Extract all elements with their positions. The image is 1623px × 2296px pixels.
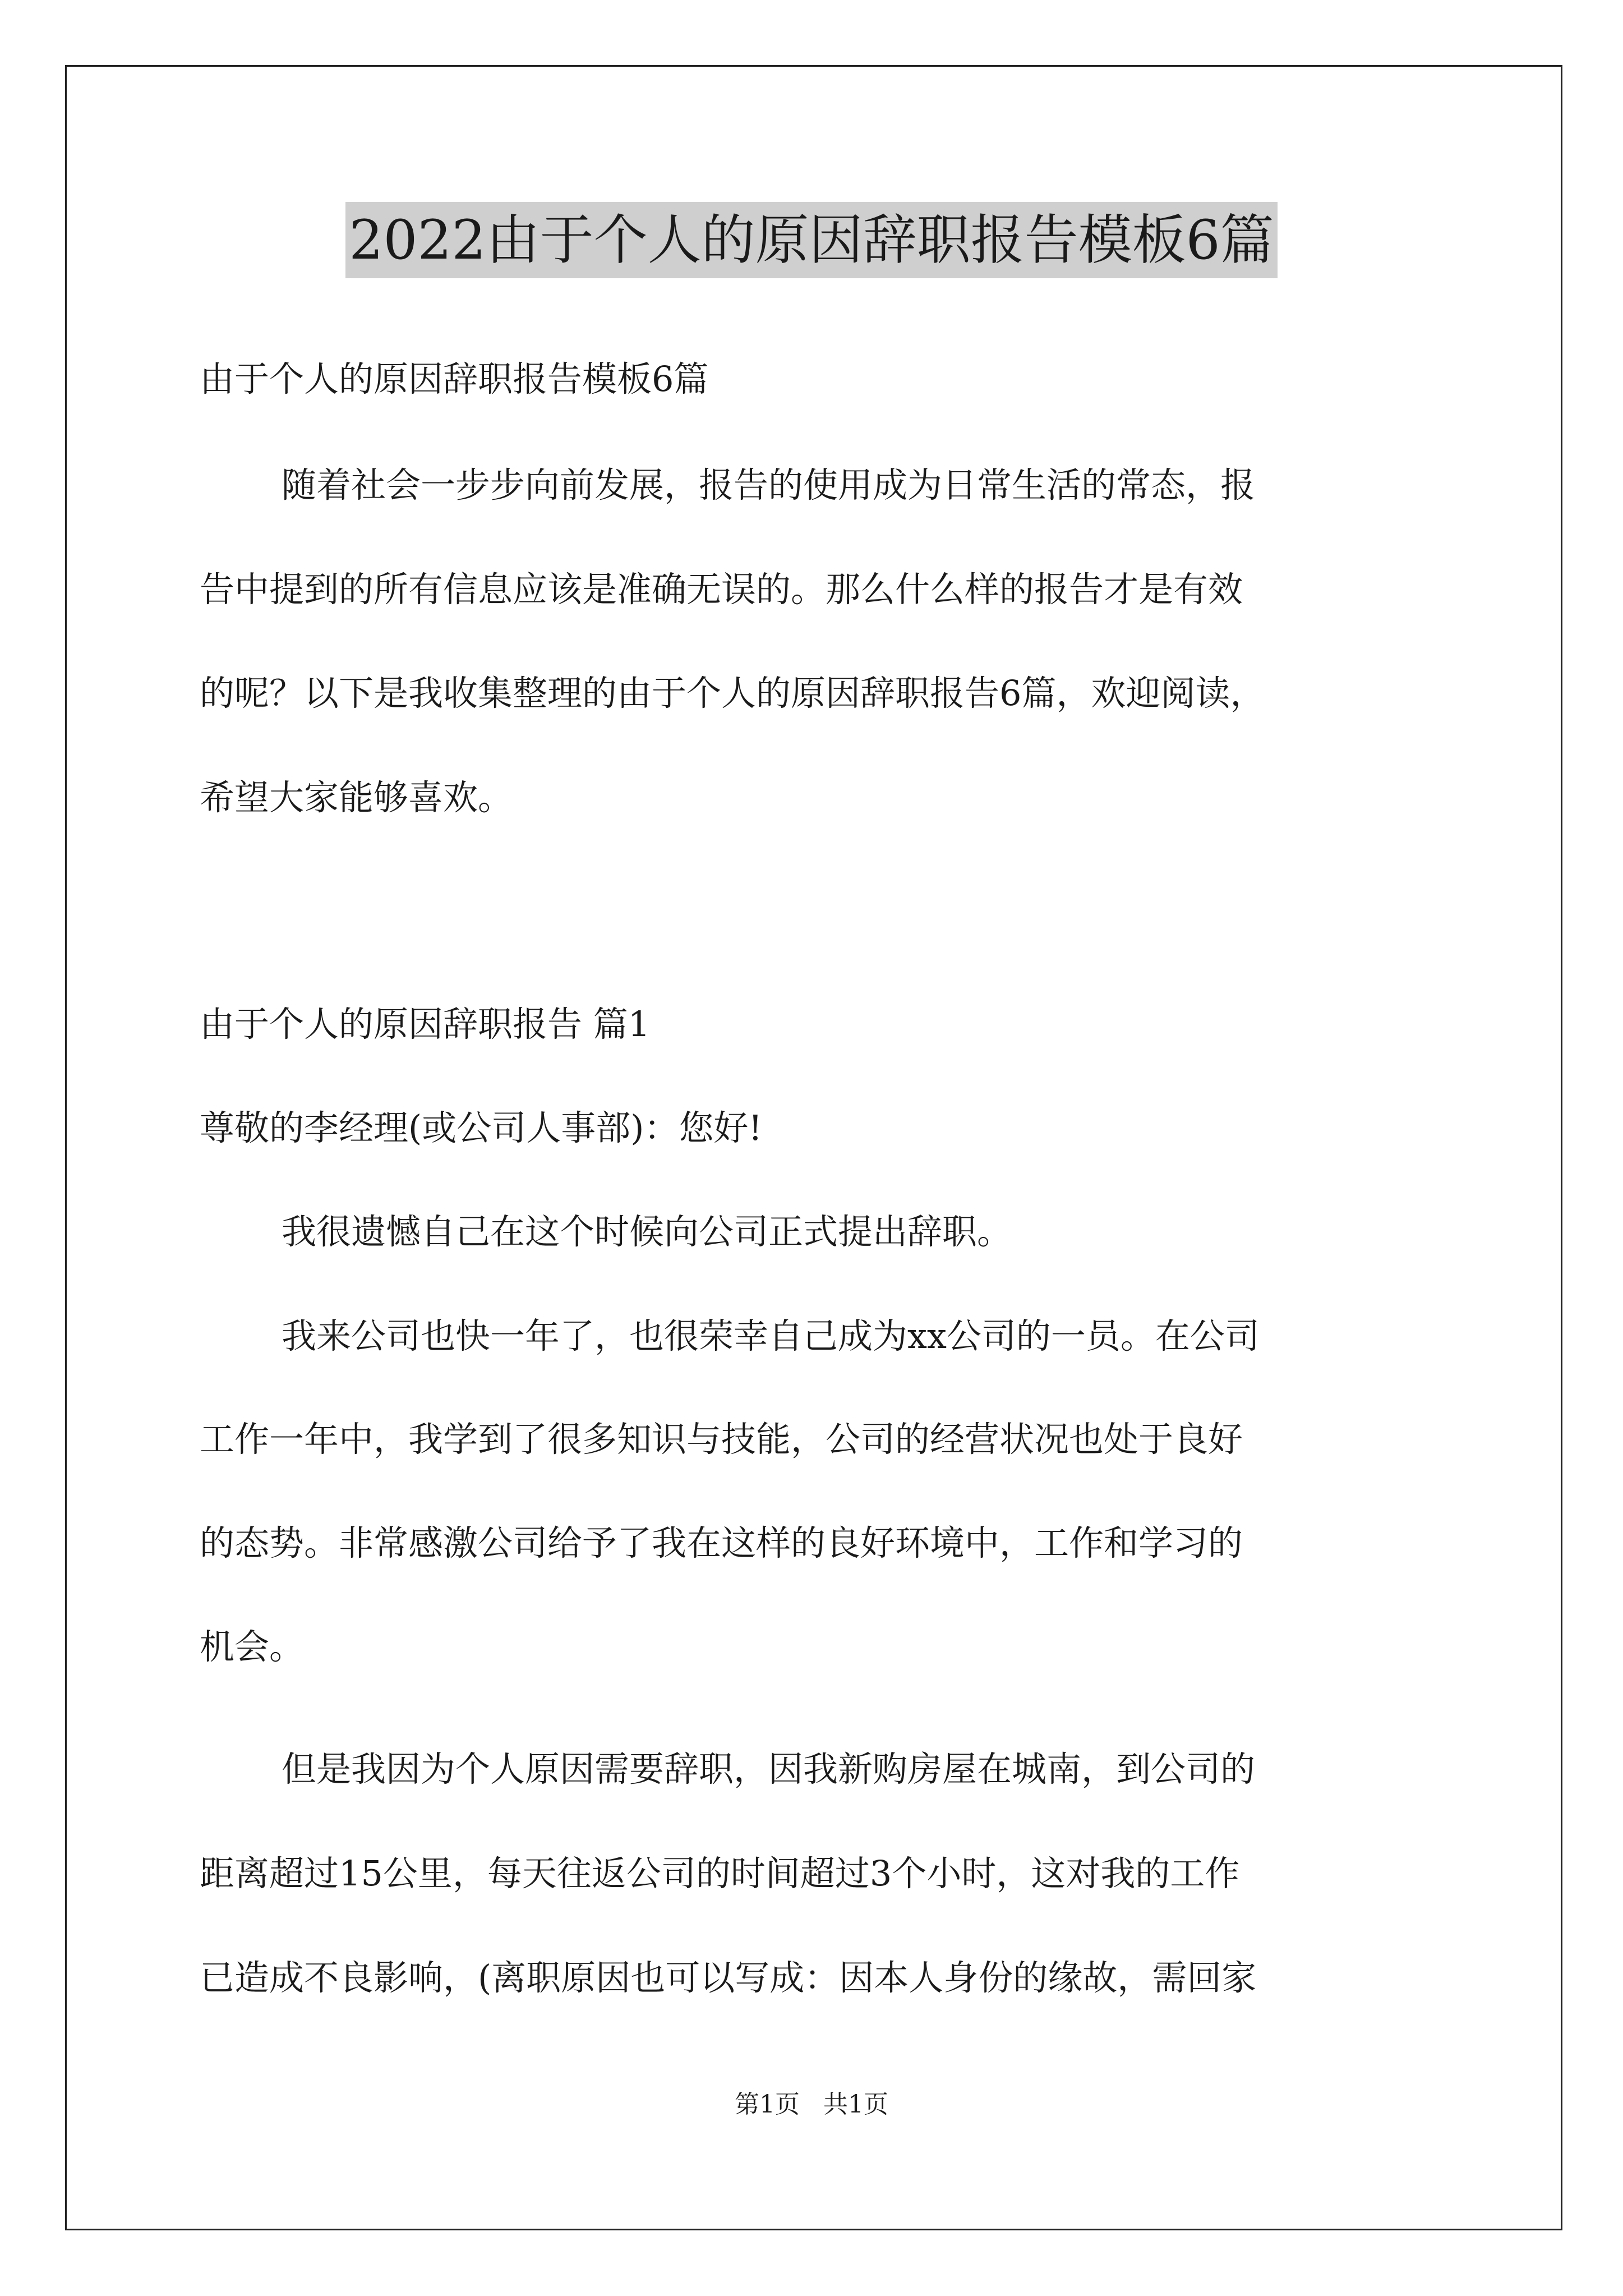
intro-paragraph-line-3: 的呢？以下是我收集整理的由于个人的原因辞职报告6篇，欢迎阅读， <box>200 673 1265 714</box>
document-title: 2022由于个人的原因辞职报告模板6篇 <box>345 202 1277 278</box>
intro-paragraph-line-4: 希望大家能够喜欢。 <box>200 777 513 818</box>
salutation-line: 尊敬的李经理(或公司人事部)：您好! <box>200 1107 763 1148</box>
subtitle-line: 由于个人的原因辞职报告模板6篇 <box>200 358 709 399</box>
body-paragraph-2-line-3: 的态势。非常感激公司给予了我在这样的良好环境中，工作和学习的 <box>200 1522 1243 1563</box>
body-paragraph-2-line-2: 工作一年中，我学到了很多知识与技能，公司的经营状况也处于良好 <box>200 1419 1243 1460</box>
intro-paragraph-line-1: 随着社会一步步向前发展，报告的使用成为日常生活的常态，报 <box>282 464 1256 505</box>
section-heading: 由于个人的原因辞职报告 篇1 <box>200 1004 651 1045</box>
intro-paragraph-line-2: 告中提到的所有信息应该是准确无误的。那么什么样的报告才是有效 <box>200 569 1243 610</box>
title-container <box>0 202 1623 278</box>
body-paragraph-3-line-1: 但是我因为个人原因需要辞职，因我新购房屋在城南，到公司的 <box>282 1749 1256 1789</box>
body-paragraph-2-line-1: 我来公司也快一年了，也很荣幸自己成为xx公司的一员。在公司 <box>282 1315 1260 1356</box>
body-paragraph-3-line-3: 已造成不良影响，(离职原因也可以写成：因本人身份的缘故，需回家 <box>200 1957 1257 1998</box>
page-footer: 第1页 共1页 <box>735 2090 888 2119</box>
body-paragraph-3-line-2: 距离超过15公里，每天往返公司的时间超过3个小时，这对我的工作 <box>200 1853 1240 1894</box>
body-paragraph-2-line-4: 机会。 <box>200 1626 305 1667</box>
body-paragraph-1-line-1: 我很遗憾自己在这个时候向公司正式提出辞职。 <box>282 1211 1012 1252</box>
